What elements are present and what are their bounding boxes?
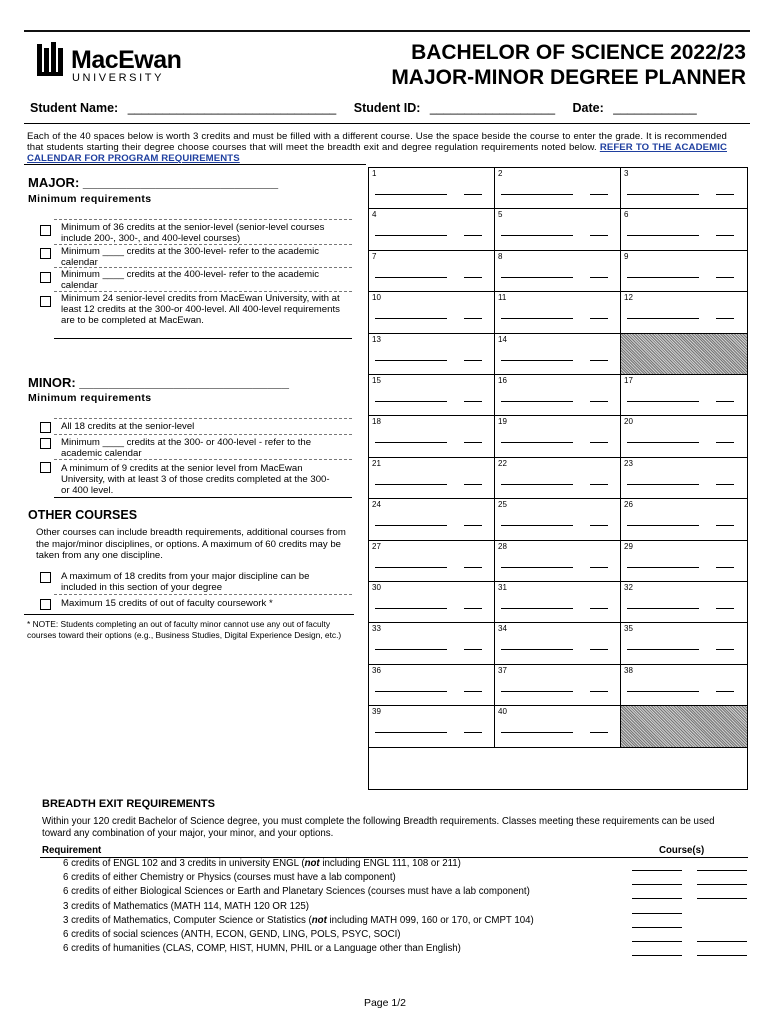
course-field[interactable] [501, 235, 573, 236]
course-slot[interactable] [369, 168, 495, 209]
student-id-label: Student ID: [353, 101, 421, 115]
major-req-3: Minimum ____ credits at the 400-level- refer to the academic calendar [61, 269, 320, 291]
other-req-1: A maximum of 18 credits from your major discipline can be included in this section of your degree [61, 571, 310, 593]
requirement-text: 3 credits of Mathematics, Computer Science or Statistics ( [63, 914, 312, 926]
course-slot[interactable] [495, 499, 621, 540]
grade-field[interactable] [464, 484, 482, 485]
breadth-requirement [63, 943, 461, 954]
course-field[interactable] [627, 567, 699, 568]
grade-field[interactable] [716, 567, 734, 568]
course-slot[interactable] [621, 458, 747, 499]
course-field[interactable] [627, 277, 699, 278]
shaded-cell [621, 334, 747, 375]
major-req-2: Minimum ____ credits at the 300-level- refer to the academic calendar [61, 246, 320, 268]
course-field[interactable] [375, 691, 447, 692]
other-heading: OTHER COURSES [28, 508, 138, 522]
slot-number: 23 [624, 458, 633, 468]
course-slot[interactable] [621, 209, 747, 250]
divider [54, 267, 352, 268]
slot-number: 4 [372, 210, 377, 220]
other-checkbox-2[interactable] [40, 599, 51, 610]
requirement-text: 6 credits of either Chemistry or Physics (courses must have a lab component) [63, 872, 396, 884]
course-field[interactable] [501, 194, 573, 195]
course-field[interactable] [501, 691, 573, 692]
grade-field[interactable] [464, 194, 482, 195]
course-slot[interactable] [495, 582, 621, 623]
course-slot[interactable] [621, 582, 747, 623]
slot-number: 31 [498, 583, 507, 592]
other-description: Other courses can include breadth requirements, additional courses from the major/minor disciplines, or options. A maximum of 60 credits may be taken from any one discipline. [36, 527, 346, 561]
grade-field[interactable] [590, 277, 608, 278]
minor-req-2: Minimum ____ credits at the 300- or 400-level - refer to the academic calendar [61, 437, 312, 459]
divider [24, 614, 354, 615]
course-field[interactable] [627, 691, 699, 692]
grade-field[interactable] [716, 525, 734, 526]
major-req-1: Minimum of 36 credits at the senior-level (senior-level courses include 200-, 300-, and 400-level courses) [61, 222, 325, 244]
course-field[interactable] [375, 649, 447, 650]
slot-number: 30 [372, 583, 381, 592]
course-slot[interactable] [369, 458, 495, 499]
breadth-requirement [63, 886, 530, 897]
grade-field[interactable] [464, 442, 482, 443]
slot-number: 27 [372, 541, 381, 551]
shaded-cell [621, 706, 747, 747]
grade-field[interactable] [716, 277, 734, 278]
course-field[interactable] [501, 442, 573, 443]
grade-field[interactable] [464, 649, 482, 650]
logo-bars-icon [37, 42, 67, 78]
course-entry-field[interactable] [697, 898, 747, 899]
grade-field[interactable] [464, 691, 482, 692]
slot-number: 19 [498, 417, 507, 427]
course-slot[interactable] [369, 375, 495, 416]
major-checkbox-2[interactable] [40, 248, 51, 259]
grade-field[interactable] [716, 608, 734, 609]
course-field[interactable] [501, 525, 573, 526]
course-entry-field[interactable] [697, 955, 747, 956]
breadth-intro: Within your 120 credit Bachelor of Science degree, you must complete the following Breadth requirements. Classes meeting these requirements can be used toward any combination of your major, your minor, and your options. [42, 816, 715, 839]
page-number: Page 1/2 [363, 997, 407, 1009]
course-field[interactable] [627, 525, 699, 526]
grade-field[interactable] [590, 235, 608, 236]
course-entry-field[interactable] [632, 884, 682, 885]
course-slot[interactable] [369, 334, 495, 375]
page-subtitle: MAJOR-MINOR DEGREE PLANNER [391, 66, 746, 89]
divider [54, 338, 352, 339]
grade-field[interactable] [590, 442, 608, 443]
divider [54, 219, 352, 220]
course-grid [368, 167, 748, 790]
grade-field[interactable] [464, 235, 482, 236]
course-field[interactable] [375, 318, 447, 319]
slot-number: 17 [624, 376, 633, 385]
slot-number: 29 [624, 541, 633, 551]
breadth-requirement [63, 858, 461, 869]
divider [54, 291, 352, 292]
grade-field[interactable] [716, 691, 734, 692]
grade-field[interactable] [590, 608, 608, 609]
macewan-logo [37, 42, 197, 86]
course-slot[interactable] [621, 499, 747, 540]
slot-number: 20 [624, 417, 633, 427]
slot-number: 36 [372, 665, 381, 675]
other-checkbox-1[interactable] [40, 572, 51, 583]
course-slot[interactable] [621, 665, 747, 706]
divider [54, 434, 352, 435]
slot-number: 16 [498, 376, 507, 385]
logo-university: UNIVERSITY [72, 72, 165, 84]
other-req-2: Maximum 15 credits of out of faculty coursework * [61, 598, 273, 609]
major-checkbox-1[interactable] [40, 225, 51, 236]
slot-number: 33 [372, 624, 381, 634]
course-slot[interactable] [369, 416, 495, 457]
requirement-text: including MATH 099, 160 or 170, or CMPT 104) [326, 914, 534, 926]
course-entry-field[interactable] [632, 927, 682, 928]
emphasis-not: not [311, 914, 327, 926]
grade-field[interactable] [464, 318, 482, 319]
course-slot[interactable] [621, 292, 747, 333]
slot-number: 12 [624, 293, 633, 303]
slot-number: 40 [498, 707, 507, 717]
grade-field[interactable] [590, 360, 608, 361]
course-field[interactable] [627, 401, 699, 402]
course-field[interactable] [375, 567, 447, 568]
slot-number: 14 [498, 334, 507, 344]
grade-field[interactable] [716, 401, 734, 402]
grade-field[interactable] [590, 525, 608, 526]
course-slot[interactable] [369, 623, 495, 664]
slot-number: 15 [372, 376, 381, 385]
slot-number: 39 [372, 707, 381, 717]
slot-number: 3 [624, 169, 629, 178]
breadth-requirement [63, 915, 534, 926]
breadth-requirement [63, 901, 309, 912]
minor-req-3: A minimum of 9 credits at the senior level from MacEwan University, with at least 3 of those credits completed at the 300- or 400 level. [61, 463, 330, 496]
grade-field[interactable] [716, 194, 734, 195]
slot-number: 8 [498, 251, 503, 261]
grade-field[interactable] [464, 401, 482, 402]
course-field[interactable] [627, 442, 699, 443]
course-slot[interactable] [495, 209, 621, 250]
instructions-text: Each of the 40 spaces below is worth 3 credits and must be filled with a different course. Use the space beside the course to enter the grade. It is recommended that students starting their degree choose courses that will meet the breadth exit and degree regulation requirements noted below. [27, 131, 727, 153]
minor-req-1: All 18 credits at the senior-level [61, 421, 195, 432]
slot-number: 28 [498, 541, 507, 551]
slot-number: 10 [372, 293, 381, 303]
course-slot[interactable] [369, 665, 495, 706]
instructions [27, 131, 727, 164]
course-field[interactable] [375, 732, 447, 733]
divider [54, 594, 352, 595]
breadth-requirement [63, 872, 396, 883]
course-field[interactable] [375, 525, 447, 526]
course-field[interactable] [627, 235, 699, 236]
slot-number: 38 [624, 665, 633, 675]
course-slot[interactable] [369, 499, 495, 540]
course-field[interactable] [501, 484, 573, 485]
slot-number: 1 [372, 169, 377, 178]
grade-field[interactable] [716, 318, 734, 319]
course-slot[interactable] [495, 665, 621, 706]
breadth-heading: BREADTH EXIT REQUIREMENTS [42, 798, 215, 810]
grade-field[interactable] [464, 567, 482, 568]
course-field[interactable] [375, 194, 447, 195]
course-slot[interactable] [369, 582, 495, 623]
course-slot[interactable] [495, 292, 621, 333]
slot-number: 7 [372, 251, 377, 261]
minor-min-label: Minimum requirements [28, 392, 152, 404]
minor-checkbox-3[interactable] [40, 462, 51, 473]
course-slot[interactable] [621, 623, 747, 664]
grade-field[interactable] [590, 567, 608, 568]
slot-number: 22 [498, 458, 507, 468]
grade-field[interactable] [464, 525, 482, 526]
calendar-link[interactable]: REFER TO THE ACADEMIC CALENDAR FOR PROGRAM REQUIREMENTS [27, 142, 727, 164]
grade-field[interactable] [464, 608, 482, 609]
course-field[interactable] [375, 235, 447, 236]
divider [54, 244, 352, 245]
course-field[interactable] [627, 318, 699, 319]
minor-checkbox-2[interactable] [40, 438, 51, 449]
slot-number: 26 [624, 500, 633, 510]
course-slot[interactable] [495, 541, 621, 582]
course-field[interactable] [375, 608, 447, 609]
course-field[interactable] [375, 360, 447, 361]
course-slot[interactable] [495, 623, 621, 664]
slot-number: 11 [498, 293, 507, 303]
courses-header: Course(s) [659, 845, 705, 856]
page-title: BACHELOR OF SCIENCE 2022/23 [411, 41, 746, 64]
course-slot[interactable] [621, 541, 747, 582]
grade-field[interactable] [716, 649, 734, 650]
major-req-4: Minimum 24 senior-level credits from MacEwan University, with at least 12 credits at the 300-or 400-level. All 400-level requirements are to be completed at MacEwan. [61, 293, 340, 326]
divider [24, 123, 750, 124]
top-rule [24, 30, 750, 32]
grade-field[interactable] [590, 194, 608, 195]
course-field[interactable] [501, 608, 573, 609]
course-entry-field[interactable] [632, 898, 682, 899]
grade-field[interactable] [464, 277, 482, 278]
grade-field[interactable] [464, 360, 482, 361]
requirement-text: 6 credits of social sciences (ANTH, ECON, GEND, LING, POLS, PSYC, SOCI) [63, 929, 401, 940]
course-entry-field[interactable] [632, 870, 682, 871]
requirement-text: 6 credits of humanities (CLAS, COMP, HIST, HUMN, PHIL or a Language other than English) [63, 943, 461, 955]
divider [24, 164, 366, 165]
course-field[interactable] [627, 608, 699, 609]
date-label: Date: [572, 101, 604, 115]
course-field[interactable] [501, 567, 573, 568]
course-slot[interactable] [621, 416, 747, 457]
grade-field[interactable] [590, 484, 608, 485]
grade-field[interactable] [590, 401, 608, 402]
divider [54, 459, 352, 460]
requirement-text: 6 credits of either Biological Sciences or Earth and Planetary Sciences (courses must have a lab component) [63, 886, 530, 898]
course-slot[interactable] [495, 375, 621, 416]
grade-field[interactable] [716, 235, 734, 236]
slot-number: 6 [624, 210, 629, 220]
slot-number: 2 [498, 169, 503, 178]
divider [54, 497, 352, 498]
course-entry-field[interactable] [632, 913, 682, 914]
course-field[interactable] [501, 401, 573, 402]
course-field[interactable] [501, 318, 573, 319]
emphasis-not: not [304, 858, 320, 869]
course-slot[interactable] [369, 541, 495, 582]
grade-field[interactable] [590, 732, 608, 733]
slot-number: 5 [498, 210, 503, 220]
grade-field[interactable] [590, 649, 608, 650]
slot-number: 13 [372, 334, 381, 344]
course-slot[interactable] [369, 706, 495, 747]
major-min-label: Minimum requirements [28, 193, 152, 205]
date-field[interactable]: ____________ [613, 101, 697, 115]
course-field[interactable] [375, 442, 447, 443]
course-slot[interactable] [495, 251, 621, 292]
major-heading: MAJOR: ___________________________ [28, 175, 279, 190]
course-entry-field[interactable] [697, 941, 747, 942]
course-entry-field[interactable] [632, 941, 682, 942]
logo-name: MacEwan [71, 46, 182, 74]
slot-number: 32 [624, 583, 633, 592]
course-slot[interactable] [495, 168, 621, 209]
slot-number: 25 [498, 500, 507, 510]
course-slot[interactable] [495, 334, 621, 375]
slot-number: 34 [498, 624, 507, 634]
major-checkbox-3[interactable] [40, 272, 51, 283]
course-field[interactable] [501, 360, 573, 361]
course-entry-field[interactable] [697, 870, 747, 871]
slot-number: 21 [372, 458, 381, 468]
course-field[interactable] [501, 732, 573, 733]
course-field[interactable] [627, 484, 699, 485]
course-entry-field[interactable] [697, 884, 747, 885]
course-field[interactable] [501, 649, 573, 650]
course-field[interactable] [375, 401, 447, 402]
major-checkbox-4[interactable] [40, 296, 51, 307]
course-slot[interactable] [621, 375, 747, 416]
grade-field[interactable] [590, 691, 608, 692]
grade-field[interactable] [464, 732, 482, 733]
course-field[interactable] [627, 649, 699, 650]
course-field[interactable] [375, 484, 447, 485]
course-field[interactable] [501, 277, 573, 278]
slot-number: 9 [624, 251, 629, 261]
course-slot[interactable] [369, 251, 495, 292]
requirement-text: including ENGL 111, 108 or 211) [319, 858, 461, 869]
course-slot[interactable] [369, 209, 495, 250]
slot-number: 35 [624, 624, 633, 634]
course-slot[interactable] [495, 458, 621, 499]
course-slot[interactable] [369, 292, 495, 333]
course-slot[interactable] [621, 251, 747, 292]
requirement-header: Requirement [42, 845, 102, 856]
slot-number: 24 [372, 500, 381, 510]
grade-field[interactable] [590, 318, 608, 319]
course-slot[interactable] [621, 168, 747, 209]
requirement-text: 6 credits of ENGL 102 and 3 credits in university ENGL ( [63, 858, 305, 869]
student-name-field[interactable]: ______________________________ [127, 101, 337, 115]
other-note: * NOTE: Students completing an out of faculty minor cannot use any out of faculty courses toward their options (e.g., Business Studies, Digital Experience Design, etc.) [27, 619, 342, 640]
slot-number: 37 [498, 665, 507, 675]
course-field[interactable] [375, 277, 447, 278]
student-name-label: Student Name: [30, 101, 119, 115]
minor-checkbox-1[interactable] [40, 422, 51, 433]
slot-number: 18 [372, 417, 381, 427]
grade-field[interactable] [716, 442, 734, 443]
student-id-field[interactable]: __________________ [429, 101, 556, 115]
breadth-requirement [63, 929, 401, 940]
course-field[interactable] [627, 194, 699, 195]
course-slot[interactable] [495, 416, 621, 457]
minor-heading: MINOR: _____________________________ [28, 375, 289, 390]
student-info-line [30, 101, 697, 115]
requirement-text: 3 credits of Mathematics (MATH 114, MATH 120 OR 125) [63, 900, 310, 912]
grade-field[interactable] [716, 484, 734, 485]
course-entry-field[interactable] [632, 955, 682, 956]
course-slot[interactable] [495, 706, 621, 747]
divider [54, 418, 352, 419]
